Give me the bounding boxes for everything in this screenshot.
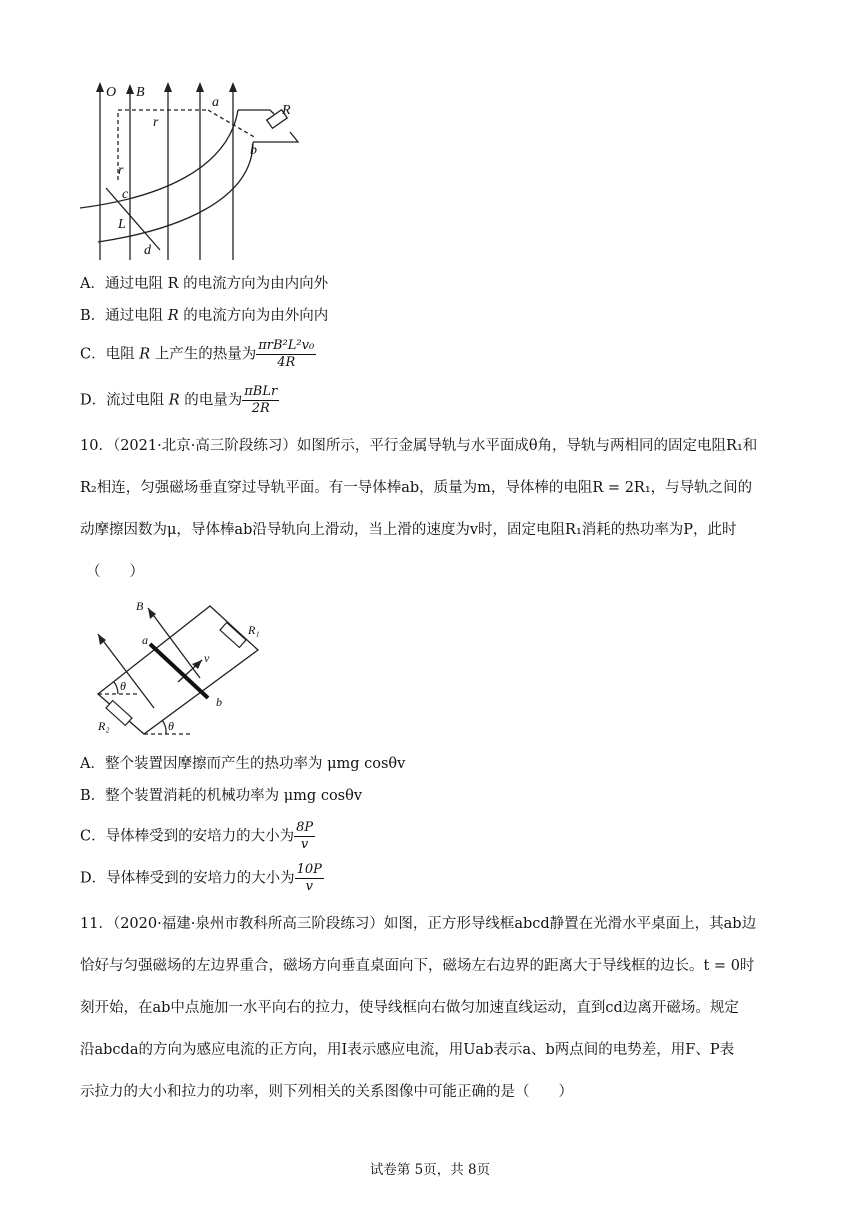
- figure-inclined-rails: [90, 598, 290, 740]
- fig1-label-a: a: [212, 95, 219, 110]
- q10-option-c: C．导体棒受到的安培力的大小为 $\frac{8P}{v}$: [80, 820, 314, 852]
- fig2-label-theta-2: θ: [168, 719, 174, 733]
- figure-magnetic-field-arc-rails: [78, 80, 308, 262]
- fig2-label-R2: R₂: [98, 719, 110, 733]
- q10-line-2: R₂相连，匀强磁场垂直穿过导轨平面。有一导体棒ab，质量为m，导体棒的电阻R = 2R₁，与导轨之间的: [80, 480, 753, 496]
- q11-line-4: 沿abcda的方向为感应电流的正方向，用I表示感应电流，用Uab表示a、b两点间的电势差，用F、P表: [80, 1042, 735, 1058]
- q9-option-b: B．通过电阻 R 的电流方向为由外向内: [80, 308, 329, 324]
- q9-d-fraction: $\frac{\text{πBLr}}{2R}$: [244, 384, 278, 416]
- fig2-label-b: b: [216, 695, 222, 709]
- q9-c-fraction: $\frac{\text{πrB²L²v₀}}{4R}$: [258, 338, 315, 370]
- q10-option-b: B．整个装置消耗的机械功率为 μmg cosθv: [80, 788, 363, 804]
- fig1-label-O: O: [106, 85, 117, 100]
- fig1-label-c: c: [122, 187, 129, 202]
- fig1-label-B: B: [136, 85, 145, 100]
- fig2-label-v: v: [204, 651, 210, 665]
- q11-line-2: 恰好与匀强磁场的左边界重合，磁场方向垂直桌面向下，磁场左右边界的距离大于导线框的边长。t = 0时: [80, 958, 755, 974]
- q10-line-4: （ ）: [86, 564, 144, 580]
- q9-option-c: C．电阻 R 上产生的热量为 $\frac{\text{πrB²L²v₀}}{4R}$: [80, 338, 315, 370]
- q10-line-1: 10．（2021·北京·高三阶段练习）如图所示，平行金属导轨与水平面成θ角，导轨与两相同的固定电阻R₁和: [80, 438, 758, 454]
- fig1-label-b: b: [250, 143, 257, 158]
- q10-c-fraction: $\frac{8P}{v}$: [296, 820, 314, 852]
- fig2-label-R1: R₁: [248, 623, 260, 637]
- fig2-label-theta-1: θ: [120, 679, 126, 693]
- fig2-label-B: B: [136, 599, 144, 613]
- q11-line-1: 11．（2020·福建·泉州市教科所高三阶段练习）如图，正方形导线框abcd静置在光滑水平桌面上，其ab边: [80, 916, 757, 932]
- q9-option-d: D．流过电阻 R 的电量为 $\frac{\text{πBLr}}{2R}$: [80, 384, 278, 416]
- fig1-label-r-side: r: [118, 163, 124, 178]
- fig1-label-r-top: r: [153, 115, 159, 130]
- q10-d-fraction: $\frac{10P}{v}$: [296, 862, 322, 894]
- q10-option-d: D．导体棒受到的安培力的大小为 $\frac{10P}{v}$: [80, 862, 322, 894]
- page-footer: 试卷第 5页，共 8页: [369, 1162, 491, 1178]
- fig2-label-a: a: [142, 633, 148, 647]
- fig1-label-d: d: [144, 243, 151, 258]
- q11-line-5: 示拉力的大小和拉力的功率，则下列相关的关系图像中可能正确的是（ ）: [80, 1084, 573, 1100]
- q10-option-a: A．整个装置因摩擦而产生的热功率为 μmg cosθv: [80, 756, 406, 772]
- q10-line-3: 动摩擦因数为μ，导体棒ab沿导轨向上滑动，当上滑的速度为v时，固定电阻R₁消耗的热功率为P，此时: [80, 522, 737, 538]
- q9-option-a: A．通过电阻 R 的电流方向为由内向外: [80, 276, 329, 292]
- q11-line-3: 刻开始，在ab中点施加一水平向右的拉力，使导线框向右做匀加速直线运动，直到cd边离开磁场。规定: [80, 1000, 739, 1016]
- fig1-label-L: L: [118, 217, 126, 232]
- fig1-label-R: R: [282, 103, 291, 118]
